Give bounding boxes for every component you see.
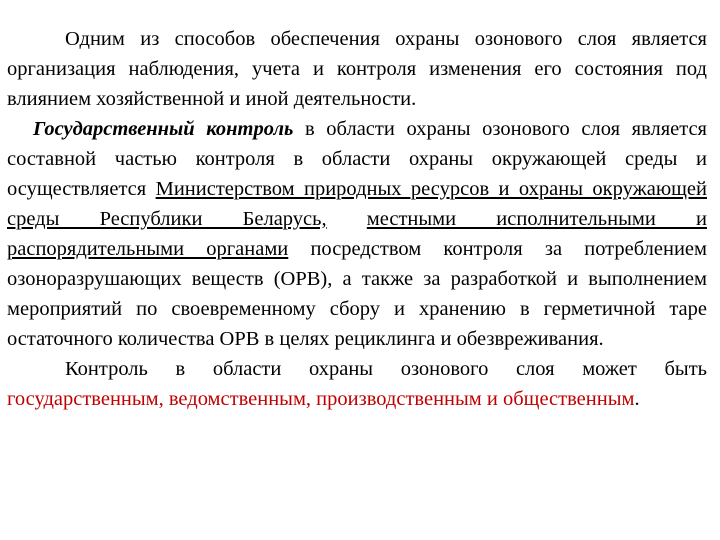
- paragraph-3-text-2: .: [634, 388, 640, 410]
- paragraph-2-text-1: в области охраны озонового слоя является составной частью контроля в области охраны окружающей среды и осуществляется: [7, 118, 707, 200]
- paragraph-state-control: [7, 114, 707, 354]
- paragraph-3-text-1: Контроль в области охраны озонового слоя может быть: [65, 358, 707, 380]
- control-types-list: государственным, ведомственным, производственным и общественным: [7, 388, 635, 410]
- paragraph-1-text: Одним из способов обеспечения охраны озонового слоя является организация наблюдения, учета и контроля изменения его состояния под влиянием хозяйственной и иной деятельности.: [7, 28, 707, 110]
- body-text: [7, 24, 707, 414]
- local-authorities-link[interactable]: местными исполнительными и распорядительными органами: [7, 208, 707, 260]
- ministry-link[interactable]: Министерством природных ресурсов и охраны окружающей среды Республики Беларусь,: [7, 178, 707, 230]
- paragraph-2-text-2: [327, 208, 367, 230]
- paragraph-control-types: [7, 354, 707, 414]
- paragraph-ozone-monitoring: [7, 24, 707, 114]
- state-control-term: Государственный контроль: [33, 118, 294, 140]
- paragraph-2-text-3: посредством контроля за потреблением озоноразрушающих веществ (ОРВ), а также за разработкой и выполнением мероприятий по своевременному сбору и хранению в герметичной таре остаточного количества ОРВ в целях рециклинга и обезвреживания.: [7, 238, 707, 350]
